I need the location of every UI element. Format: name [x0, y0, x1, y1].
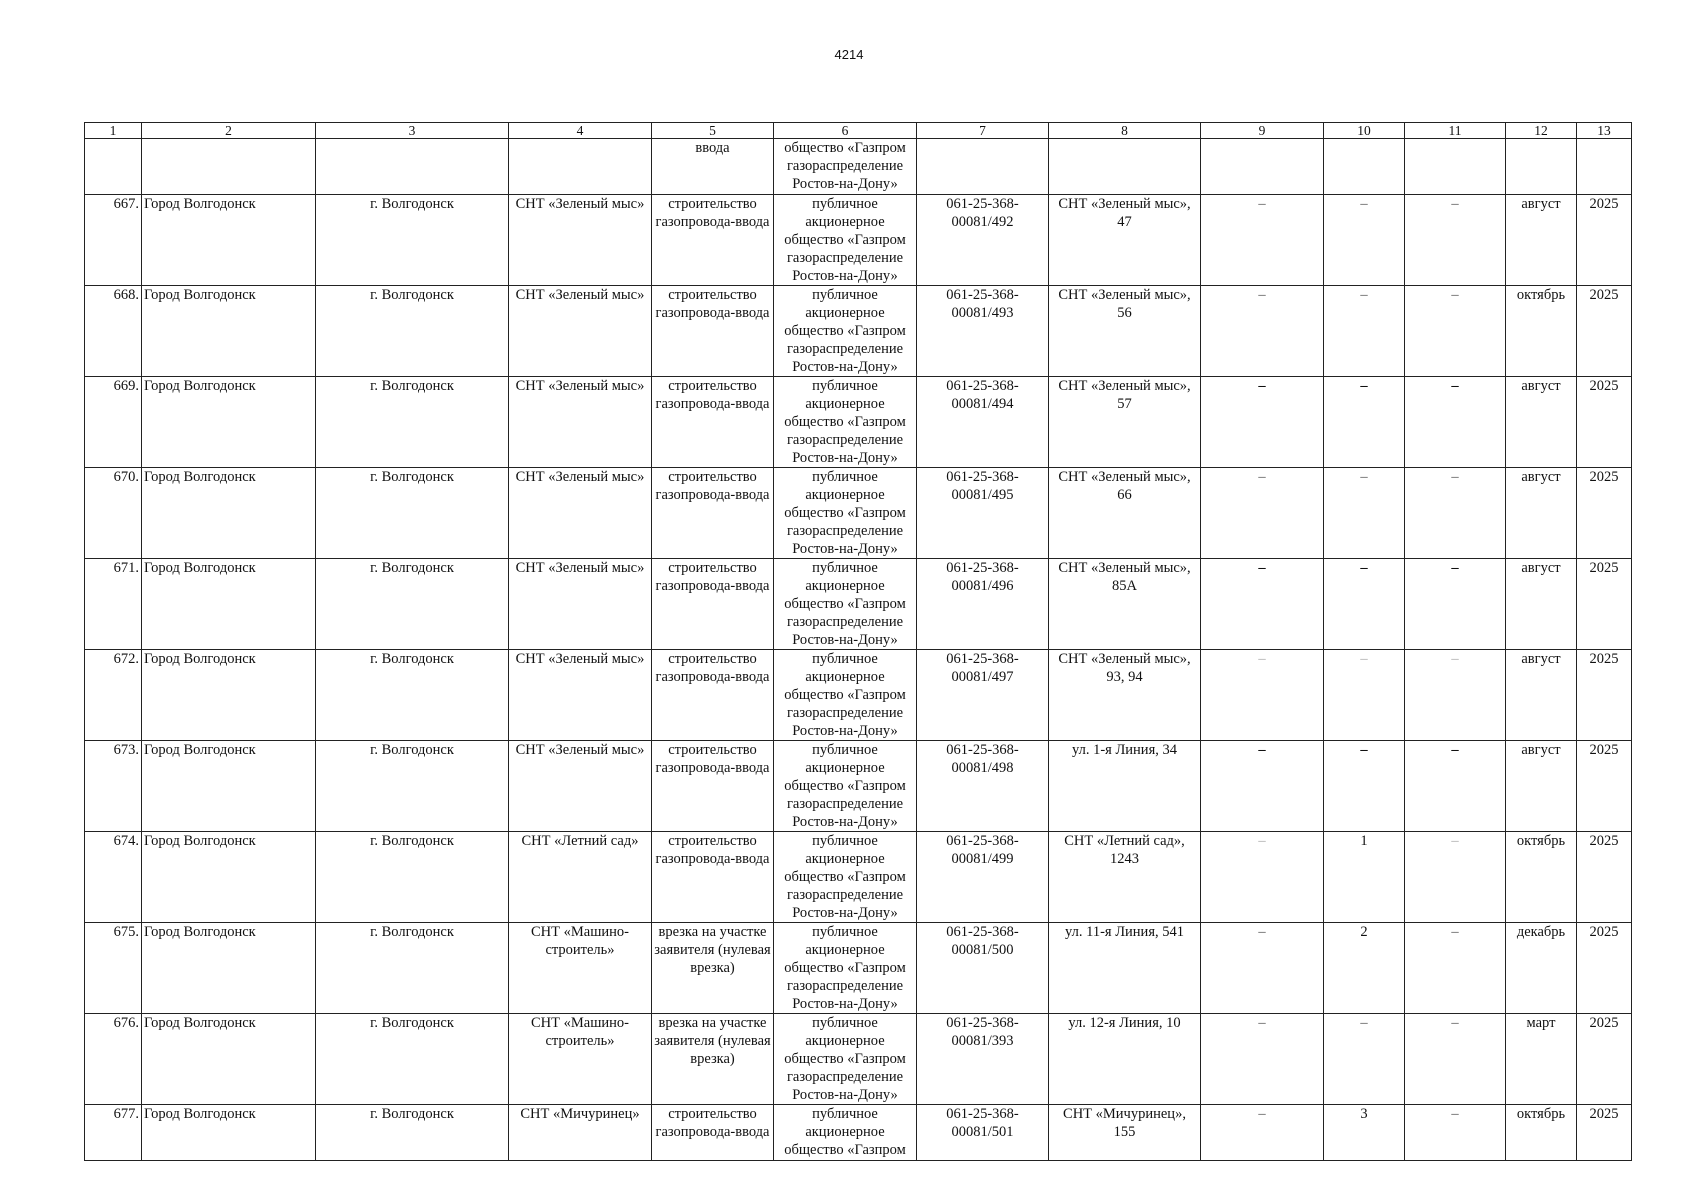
cell-settlement: г. Волгодонск — [316, 377, 509, 468]
cell-address: СНТ «Зеленый мыс», 66 — [1049, 468, 1201, 559]
cell-address: СНТ «Зеленый мыс», 85А — [1049, 559, 1201, 650]
cell-year: 2025 — [1577, 468, 1632, 559]
cell-col11: – — [1405, 559, 1506, 650]
cell-col11: – — [1405, 377, 1506, 468]
cell-organization: публичное акционерное общество «Газпром газораспределение Ростов-на-Дону» — [774, 286, 917, 377]
cell-tu-number: 061-25-368-00081/493 — [917, 286, 1049, 377]
cell-settlement: г. Волгодонск — [316, 741, 509, 832]
cell-address: СНТ «Зеленый мыс», 56 — [1049, 286, 1201, 377]
header-col-2: 2 — [142, 123, 316, 139]
header-col-11: 11 — [1405, 123, 1506, 139]
cell-year: 2025 — [1577, 559, 1632, 650]
cell-settlement: г. Волгодонск — [316, 1105, 509, 1161]
cell-number: 668. — [85, 286, 142, 377]
cell-municipality: Город Волгодонск — [142, 832, 316, 923]
cell-col9: – — [1201, 741, 1324, 832]
cell-year: 2025 — [1577, 832, 1632, 923]
table-row — [85, 650, 1632, 741]
cell-address: СНТ «Зеленый мыс», 93, 94 — [1049, 650, 1201, 741]
cell-year: 2025 — [1577, 650, 1632, 741]
cell-organization: публичное акционерное общество «Газпром газораспределение Ростов-на-Дону» — [774, 468, 917, 559]
cell-year: 2025 — [1577, 923, 1632, 1014]
cell-number: 677. — [85, 1105, 142, 1161]
cell-address: СНТ «Зеленый мыс», 47 — [1049, 195, 1201, 286]
cell-tu-number: 061-25-368-00081/500 — [917, 923, 1049, 1014]
header-col-8: 8 — [1049, 123, 1201, 139]
table-row — [85, 832, 1632, 923]
table-row — [85, 286, 1632, 377]
cell-organization: публичное акционерное общество «Газпром газораспределение Ростов-на-Дону» — [774, 559, 917, 650]
cell-address: СНТ «Зеленый мыс», 57 — [1049, 377, 1201, 468]
cell-object: СНТ «Зеленый мыс» — [509, 741, 652, 832]
cell-organization: публичное акционерное общество «Газпром газораспределение Ростов-на-Дону» — [774, 1014, 917, 1105]
table-row — [85, 741, 1632, 832]
cell-organization: публичное акционерное общество «Газпром — [774, 1105, 917, 1161]
cell-work-type: строительство газопровода-ввода — [652, 286, 774, 377]
cell-col10: – — [1324, 741, 1405, 832]
header-col-3: 3 — [316, 123, 509, 139]
header-col-13: 13 — [1577, 123, 1632, 139]
cell-object: СНТ «Машино-строитель» — [509, 1014, 652, 1105]
cell-col10: – — [1324, 559, 1405, 650]
cell-year: 2025 — [1577, 286, 1632, 377]
cell-work-type: врезка на участке заявителя (нулевая врезка) — [652, 923, 774, 1014]
cell-number: 671. — [85, 559, 142, 650]
cell-col11: – — [1405, 1014, 1506, 1105]
cell-municipality: Город Волгодонск — [142, 923, 316, 1014]
cell-col10: – — [1324, 1014, 1405, 1105]
cell-col10: – — [1324, 468, 1405, 559]
header-col-5: 5 — [652, 123, 774, 139]
cell-work-type: строительство газопровода-ввода — [652, 195, 774, 286]
cell-month: октябрь — [1506, 1105, 1577, 1161]
cell-col10: – — [1324, 286, 1405, 377]
cell-col10: 3 — [1324, 1105, 1405, 1161]
cell-tu-number: 061-25-368-00081/494 — [917, 377, 1049, 468]
cell-municipality: Город Волгодонск — [142, 377, 316, 468]
cell-tu-number: 061-25-368-00081/492 — [917, 195, 1049, 286]
cell-municipality: Город Волгодонск — [142, 468, 316, 559]
cell-organization: общество «Газпром газораспределение Ростов-на-Дону» — [774, 139, 917, 195]
cell-organization: публичное акционерное общество «Газпром газораспределение Ростов-на-Дону» — [774, 195, 917, 286]
cell-settlement: г. Волгодонск — [316, 559, 509, 650]
cell-object: СНТ «Зеленый мыс» — [509, 195, 652, 286]
cell-tu-number: 061-25-368-00081/393 — [917, 1014, 1049, 1105]
cell-col9: – — [1201, 650, 1324, 741]
cell-col10: – — [1324, 650, 1405, 741]
cell-col11: – — [1405, 195, 1506, 286]
cell-tu-number: 061-25-368-00081/495 — [917, 468, 1049, 559]
cell-number: 674. — [85, 832, 142, 923]
cell-month: август — [1506, 741, 1577, 832]
cell-organization: публичное акционерное общество «Газпром газораспределение Ростов-на-Дону» — [774, 377, 917, 468]
cell-organization: публичное акционерное общество «Газпром газораспределение Ростов-на-Дону» — [774, 650, 917, 741]
table-row — [85, 195, 1632, 286]
header-col-10: 10 — [1324, 123, 1405, 139]
cell-settlement: г. Волгодонск — [316, 468, 509, 559]
cell-tu-number: 061-25-368-00081/499 — [917, 832, 1049, 923]
cell-object: СНТ «Летний сад» — [509, 832, 652, 923]
cell-col9: – — [1201, 468, 1324, 559]
cell-col9: – — [1201, 195, 1324, 286]
cell-year: 2025 — [1577, 195, 1632, 286]
cell-object: СНТ «Зеленый мыс» — [509, 650, 652, 741]
cell-settlement: г. Волгодонск — [316, 286, 509, 377]
cell-address: ул. 11-я Линия, 541 — [1049, 923, 1201, 1014]
cell-municipality: Город Волгодонск — [142, 1014, 316, 1105]
cell-object: СНТ «Зеленый мыс» — [509, 559, 652, 650]
table-row — [85, 1014, 1632, 1105]
cell-object: СНТ «Зеленый мыс» — [509, 468, 652, 559]
cell-col10: 1 — [1324, 832, 1405, 923]
cell-col9: – — [1201, 1105, 1324, 1161]
cell-work-type: строительство газопровода-ввода — [652, 1105, 774, 1161]
cell-work-type: строительство газопровода-ввода — [652, 468, 774, 559]
cell-number: 669. — [85, 377, 142, 468]
cell-settlement: г. Волгодонск — [316, 195, 509, 286]
cell-work-type: строительство газопровода-ввода — [652, 559, 774, 650]
cell-col11: – — [1405, 286, 1506, 377]
cell-col11: – — [1405, 741, 1506, 832]
cell-month: октябрь — [1506, 286, 1577, 377]
table-row — [85, 559, 1632, 650]
cell-work-type: врезка на участке заявителя (нулевая врезка) — [652, 1014, 774, 1105]
cell-month: август — [1506, 377, 1577, 468]
register-table — [84, 122, 1632, 1161]
cell-work-type: строительство газопровода-ввода — [652, 377, 774, 468]
cell-tu-number: 061-25-368-00081/496 — [917, 559, 1049, 650]
header-col-9: 9 — [1201, 123, 1324, 139]
cell-col11: – — [1405, 1105, 1506, 1161]
cell-month: октябрь — [1506, 832, 1577, 923]
cell-col9: – — [1201, 286, 1324, 377]
table-row — [85, 923, 1632, 1014]
cell-organization: публичное акционерное общество «Газпром газораспределение Ростов-на-Дону» — [774, 923, 917, 1014]
cell-municipality: Город Волгодонск — [142, 741, 316, 832]
cell-municipality: Город Волгодонск — [142, 195, 316, 286]
cell-year: 2025 — [1577, 1105, 1632, 1161]
cell-col10: 2 — [1324, 923, 1405, 1014]
cell-month: август — [1506, 468, 1577, 559]
cell-month: август — [1506, 650, 1577, 741]
table-row — [85, 377, 1632, 468]
cell-col9: – — [1201, 559, 1324, 650]
cell-number: 676. — [85, 1014, 142, 1105]
cell-tu-number: 061-25-368-00081/501 — [917, 1105, 1049, 1161]
continuation-row — [85, 139, 1632, 195]
cell-year: 2025 — [1577, 741, 1632, 832]
cell-object: СНТ «Мичуринец» — [509, 1105, 652, 1161]
header-col-12: 12 — [1506, 123, 1577, 139]
cell-tu-number: 061-25-368-00081/498 — [917, 741, 1049, 832]
cell-organization: публичное акционерное общество «Газпром газораспределение Ростов-на-Дону» — [774, 741, 917, 832]
table-row — [85, 1105, 1632, 1161]
cell-col11: – — [1405, 650, 1506, 741]
cell-settlement: г. Волгодонск — [316, 650, 509, 741]
cell-work-type: строительство газопровода-ввода — [652, 650, 774, 741]
cell-address: ул. 1-я Линия, 34 — [1049, 741, 1201, 832]
cell-col10: – — [1324, 195, 1405, 286]
cell-month: март — [1506, 1014, 1577, 1105]
cell-month: август — [1506, 559, 1577, 650]
cell-municipality: Город Волгодонск — [142, 286, 316, 377]
cell-col9: – — [1201, 832, 1324, 923]
cell-object: СНТ «Машино-строитель» — [509, 923, 652, 1014]
cell-col9: – — [1201, 923, 1324, 1014]
cell-col11: – — [1405, 923, 1506, 1014]
cell-col10: – — [1324, 377, 1405, 468]
cell-municipality: Город Волгодонск — [142, 650, 316, 741]
header-col-7: 7 — [917, 123, 1049, 139]
cell-number: 675. — [85, 923, 142, 1014]
cell-settlement: г. Волгодонск — [316, 923, 509, 1014]
cell-col9: – — [1201, 377, 1324, 468]
cell-work-type: строительство газопровода-ввода — [652, 832, 774, 923]
cell-tu-number: 061-25-368-00081/497 — [917, 650, 1049, 741]
cell-number: 667. — [85, 195, 142, 286]
cell-col9: – — [1201, 1014, 1324, 1105]
cell-number: 672. — [85, 650, 142, 741]
cell-address: ул. 12-я Линия, 10 — [1049, 1014, 1201, 1105]
header-row — [85, 123, 1632, 139]
cell-organization: публичное акционерное общество «Газпром газораспределение Ростов-на-Дону» — [774, 832, 917, 923]
cell-work-type: строительство газопровода-ввода — [652, 741, 774, 832]
cell-address: СНТ «Летний сад», 1243 — [1049, 832, 1201, 923]
cell-col11: – — [1405, 468, 1506, 559]
cell-work-type: ввода — [652, 139, 774, 195]
header-col-4: 4 — [509, 123, 652, 139]
cell-month: август — [1506, 195, 1577, 286]
cell-municipality: Город Волгодонск — [142, 559, 316, 650]
cell-object: СНТ «Зеленый мыс» — [509, 377, 652, 468]
cell-month: декабрь — [1506, 923, 1577, 1014]
cell-object: СНТ «Зеленый мыс» — [509, 286, 652, 377]
cell-municipality: Город Волгодонск — [142, 1105, 316, 1161]
cell-col11: – — [1405, 832, 1506, 923]
cell-year: 2025 — [1577, 377, 1632, 468]
page-number: 4214 — [834, 47, 864, 62]
header-col-6: 6 — [774, 123, 917, 139]
cell-settlement: г. Волгодонск — [316, 1014, 509, 1105]
table-row — [85, 468, 1632, 559]
cell-number: 670. — [85, 468, 142, 559]
cell-year: 2025 — [1577, 1014, 1632, 1105]
header-col-1: 1 — [85, 123, 142, 139]
cell-settlement: г. Волгодонск — [316, 832, 509, 923]
cell-number: 673. — [85, 741, 142, 832]
cell-address: СНТ «Мичуринец», 155 — [1049, 1105, 1201, 1161]
